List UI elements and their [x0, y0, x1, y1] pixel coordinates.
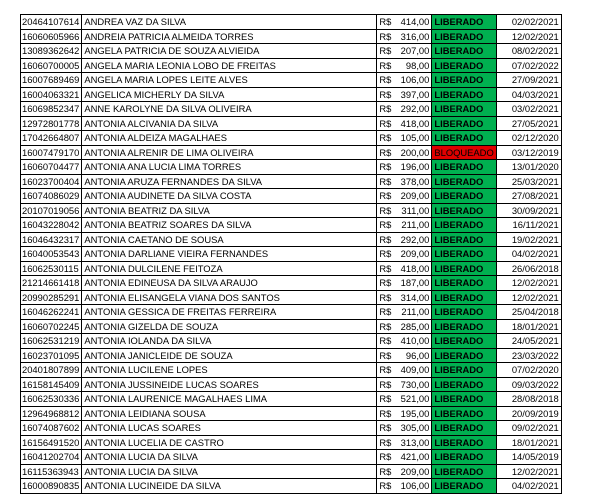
date-cell: 08/02/2021	[496, 44, 561, 59]
status-cell: LIBERADO	[432, 377, 496, 392]
name-cell: ANNE KAROLYNE DA SILVA OLIVEIRA	[82, 102, 377, 117]
value-cell: 207,00	[395, 44, 432, 59]
date-cell: 02/02/2021	[496, 15, 561, 30]
id-cell: 16115363943	[21, 464, 82, 479]
value-cell: 378,00	[395, 174, 432, 189]
name-cell: ANTONIA LUCILENE LOPES	[82, 363, 377, 378]
status-cell: LIBERADO	[432, 290, 496, 305]
table-row	[21, 174, 562, 189]
date-cell: 12/02/2021	[496, 276, 561, 291]
name-cell: ANTONIA GIZELDA DE SOUZA	[82, 319, 377, 334]
name-cell: ANTONIA LUCIA DA SILVA	[82, 464, 377, 479]
name-cell: ANTONIA JUSSINEIDE LUCAS SOARES	[82, 377, 377, 392]
name-cell: ANTONIA IOLANDA DA SILVA	[82, 334, 377, 349]
status-cell: LIBERADO	[432, 174, 496, 189]
value-cell: 211,00	[395, 305, 432, 320]
date-cell: 13/01/2020	[496, 160, 561, 175]
value-cell: 421,00	[395, 450, 432, 465]
date-cell: 19/02/2021	[496, 232, 561, 247]
id-cell: 21214661418	[21, 276, 82, 291]
currency-cell: R$	[377, 131, 396, 146]
name-cell: ANTONIA LUCELIA DE CASTRO	[82, 435, 377, 450]
date-cell: 27/08/2021	[496, 189, 561, 204]
id-cell: 16041202704	[21, 450, 82, 465]
id-cell: 16060700005	[21, 58, 82, 73]
table-row	[21, 102, 562, 117]
name-cell: ANTONIA LUCAS SOARES	[82, 421, 377, 436]
date-cell: 03/02/2021	[496, 102, 561, 117]
status-cell: LIBERADO	[432, 218, 496, 233]
currency-cell: R$	[377, 319, 396, 334]
value-cell: 418,00	[395, 261, 432, 276]
currency-cell: R$	[377, 218, 396, 233]
status-cell: LIBERADO	[432, 435, 496, 450]
table-row	[21, 29, 562, 44]
currency-cell: R$	[377, 247, 396, 262]
id-cell: 16069852347	[21, 102, 82, 117]
date-cell: 12/02/2021	[496, 290, 561, 305]
value-cell: 313,00	[395, 435, 432, 450]
table-row	[21, 189, 562, 204]
currency-cell: R$	[377, 44, 396, 59]
value-cell: 314,00	[395, 290, 432, 305]
id-cell: 16043228042	[21, 218, 82, 233]
status-cell: LIBERADO	[432, 247, 496, 262]
name-cell: ANTONIA ALCIVANIA DA SILVA	[82, 116, 377, 131]
date-cell: 27/09/2021	[496, 73, 561, 88]
table-row	[21, 363, 562, 378]
value-cell: 106,00	[395, 479, 432, 494]
table-row	[21, 305, 562, 320]
id-cell: 16023700404	[21, 174, 82, 189]
name-cell: ANTONIA DULCILENE FEITOZA	[82, 261, 377, 276]
table-row	[21, 377, 562, 392]
currency-cell: R$	[377, 305, 396, 320]
id-cell: 16156491520	[21, 435, 82, 450]
spreadsheet-table	[20, 14, 562, 494]
currency-cell: R$	[377, 145, 396, 160]
table-row	[21, 73, 562, 88]
id-cell: 12972801778	[21, 116, 82, 131]
status-cell: LIBERADO	[432, 363, 496, 378]
name-cell: ANTONIA ALRENIR DE LIMA OLIVEIRA	[82, 145, 377, 160]
date-cell: 09/03/2022	[496, 377, 561, 392]
name-cell: ANTONIA ELISANGELA VIANA DOS SANTOS	[82, 290, 377, 305]
table-row	[21, 15, 562, 30]
id-cell: 16007479170	[21, 145, 82, 160]
currency-cell: R$	[377, 450, 396, 465]
date-cell: 14/05/2019	[496, 450, 561, 465]
table-row	[21, 348, 562, 363]
value-cell: 106,00	[395, 73, 432, 88]
id-cell: 16060702245	[21, 319, 82, 334]
currency-cell: R$	[377, 160, 396, 175]
status-cell: LIBERADO	[432, 406, 496, 421]
name-cell: ANTONIA BEATRIZ DA SILVA	[82, 203, 377, 218]
status-cell: LIBERADO	[432, 305, 496, 320]
table-row	[21, 203, 562, 218]
name-cell: ANTONIA LEIDIANA SOUSA	[82, 406, 377, 421]
currency-cell: R$	[377, 174, 396, 189]
table-row	[21, 392, 562, 407]
status-cell: LIBERADO	[432, 29, 496, 44]
id-cell: 16062530336	[21, 392, 82, 407]
value-cell: 209,00	[395, 247, 432, 262]
currency-cell: R$	[377, 15, 396, 30]
table-row	[21, 406, 562, 421]
value-cell: 410,00	[395, 334, 432, 349]
value-cell: 521,00	[395, 392, 432, 407]
name-cell: ANTONIA AUDINETE DA SILVA COSTA	[82, 189, 377, 204]
table-row	[21, 232, 562, 247]
name-cell: ANTONIA LAURENICE MAGALHAES LIMA	[82, 392, 377, 407]
status-cell: LIBERADO	[432, 464, 496, 479]
id-cell: 20401807899	[21, 363, 82, 378]
date-cell: 07/02/2022	[496, 58, 561, 73]
date-cell: 20/09/2019	[496, 406, 561, 421]
currency-cell: R$	[377, 377, 396, 392]
currency-cell: R$	[377, 464, 396, 479]
name-cell: ANTONIA GESSICA DE FREITAS FERREIRA	[82, 305, 377, 320]
status-cell: LIBERADO	[432, 44, 496, 59]
date-cell: 18/01/2021	[496, 319, 561, 334]
currency-cell: R$	[377, 102, 396, 117]
value-cell: 311,00	[395, 203, 432, 218]
status-cell: LIBERADO	[432, 15, 496, 30]
status-cell: LIBERADO	[432, 232, 496, 247]
status-cell: LIBERADO	[432, 58, 496, 73]
date-cell: 30/09/2021	[496, 203, 561, 218]
currency-cell: R$	[377, 290, 396, 305]
spreadsheet-body	[21, 15, 562, 494]
id-cell: 16060704477	[21, 160, 82, 175]
name-cell: ANTONIA BEATRIZ SOARES DA SILVA	[82, 218, 377, 233]
id-cell: 16046262241	[21, 305, 82, 320]
name-cell: ANDREA VAZ DA SILVA	[82, 15, 377, 30]
status-cell: LIBERADO	[432, 319, 496, 334]
id-cell: 20990285291	[21, 290, 82, 305]
currency-cell: R$	[377, 479, 396, 494]
name-cell: ANTONIA JANICLEIDE DE SOUZA	[82, 348, 377, 363]
status-cell: LIBERADO	[432, 116, 496, 131]
value-cell: 195,00	[395, 406, 432, 421]
name-cell: ANTONIA ANA LUCIA LIMA TORRES	[82, 160, 377, 175]
value-cell: 209,00	[395, 464, 432, 479]
table-row	[21, 44, 562, 59]
name-cell: ANDREIA PATRICIA ALMEIDA TORRES	[82, 29, 377, 44]
date-cell: 18/01/2021	[496, 435, 561, 450]
value-cell: 418,00	[395, 116, 432, 131]
date-cell: 25/03/2021	[496, 174, 561, 189]
name-cell: ANGELICA MICHERLY DA SILVA	[82, 87, 377, 102]
value-cell: 414,00	[395, 15, 432, 30]
table-row	[21, 261, 562, 276]
name-cell: ANTONIA DARLIANE VIEIRA FERNANDES	[82, 247, 377, 262]
name-cell: ANTONIA CAETANO DE SOUSA	[82, 232, 377, 247]
table-row	[21, 421, 562, 436]
currency-cell: R$	[377, 87, 396, 102]
table-row	[21, 479, 562, 494]
id-cell: 16046432317	[21, 232, 82, 247]
id-cell: 16158145409	[21, 377, 82, 392]
id-cell: 16062530115	[21, 261, 82, 276]
name-cell: ANTONIA EDINEUSA DA SILVA ARAUJO	[82, 276, 377, 291]
id-cell: 16040053543	[21, 247, 82, 262]
name-cell: ANTONIA ALDEIZA MAGALHAES	[82, 131, 377, 146]
id-cell: 13089362642	[21, 44, 82, 59]
date-cell: 04/02/2021	[496, 247, 561, 262]
currency-cell: R$	[377, 406, 396, 421]
name-cell: ANTONIA LUCIA DA SILVA	[82, 450, 377, 465]
value-cell: 209,00	[395, 189, 432, 204]
name-cell: ANTONIA LUCINEIDE DA SILVA	[82, 479, 377, 494]
date-cell: 28/08/2018	[496, 392, 561, 407]
value-cell: 187,00	[395, 276, 432, 291]
value-cell: 196,00	[395, 160, 432, 175]
name-cell: ANGELA MARIA LOPES LEITE ALVES	[82, 73, 377, 88]
date-cell: 02/12/2020	[496, 131, 561, 146]
table-row	[21, 145, 562, 160]
table-row	[21, 435, 562, 450]
date-cell: 26/06/2018	[496, 261, 561, 276]
status-cell: LIBERADO	[432, 203, 496, 218]
status-cell: LIBERADO	[432, 392, 496, 407]
date-cell: 12/02/2021	[496, 29, 561, 44]
currency-cell: R$	[377, 29, 396, 44]
id-cell: 16004063321	[21, 87, 82, 102]
date-cell: 23/03/2022	[496, 348, 561, 363]
table-row	[21, 131, 562, 146]
table-row	[21, 58, 562, 73]
currency-cell: R$	[377, 421, 396, 436]
id-cell: 16007689469	[21, 73, 82, 88]
currency-cell: R$	[377, 203, 396, 218]
name-cell: ANGELA MARIA LEONIA LOBO DE FREITAS	[82, 58, 377, 73]
date-cell: 27/05/2021	[496, 116, 561, 131]
value-cell: 285,00	[395, 319, 432, 334]
date-cell: 07/02/2020	[496, 363, 561, 378]
value-cell: 211,00	[395, 218, 432, 233]
date-cell: 16/11/2021	[496, 218, 561, 233]
value-cell: 397,00	[395, 87, 432, 102]
currency-cell: R$	[377, 116, 396, 131]
currency-cell: R$	[377, 232, 396, 247]
value-cell: 409,00	[395, 363, 432, 378]
currency-cell: R$	[377, 73, 396, 88]
table-row	[21, 218, 562, 233]
currency-cell: R$	[377, 363, 396, 378]
id-cell: 16060605966	[21, 29, 82, 44]
value-cell: 292,00	[395, 232, 432, 247]
status-cell: LIBERADO	[432, 276, 496, 291]
value-cell: 292,00	[395, 102, 432, 117]
id-cell: 20107019056	[21, 203, 82, 218]
value-cell: 105,00	[395, 131, 432, 146]
id-cell: 12964968812	[21, 406, 82, 421]
name-cell: ANTONIA ARUZA FERNANDES DA SILVA	[82, 174, 377, 189]
id-cell: 16000890835	[21, 479, 82, 494]
status-cell: LIBERADO	[432, 348, 496, 363]
currency-cell: R$	[377, 348, 396, 363]
table-row	[21, 450, 562, 465]
currency-cell: R$	[377, 276, 396, 291]
date-cell: 25/04/2018	[496, 305, 561, 320]
status-cell: LIBERADO	[432, 334, 496, 349]
value-cell: 305,00	[395, 421, 432, 436]
id-cell: 16074086029	[21, 189, 82, 204]
status-cell: LIBERADO	[432, 189, 496, 204]
currency-cell: R$	[377, 435, 396, 450]
date-cell: 04/03/2021	[496, 87, 561, 102]
table-row	[21, 87, 562, 102]
currency-cell: R$	[377, 392, 396, 407]
value-cell: 200,00	[395, 145, 432, 160]
status-cell: LIBERADO	[432, 131, 496, 146]
table-row	[21, 160, 562, 175]
table-row	[21, 116, 562, 131]
id-cell: 16023701095	[21, 348, 82, 363]
table-row	[21, 334, 562, 349]
table-row	[21, 290, 562, 305]
table-row	[21, 247, 562, 262]
value-cell: 98,00	[395, 58, 432, 73]
status-cell: LIBERADO	[432, 73, 496, 88]
name-cell: ANGELA PATRICIA DE SOUZA ALVIEIDA	[82, 44, 377, 59]
id-cell: 20464107614	[21, 15, 82, 30]
status-cell: LIBERADO	[432, 450, 496, 465]
value-cell: 316,00	[395, 29, 432, 44]
currency-cell: R$	[377, 58, 396, 73]
status-cell: LIBERADO	[432, 87, 496, 102]
date-cell: 24/05/2021	[496, 334, 561, 349]
currency-cell: R$	[377, 334, 396, 349]
status-cell: LIBERADO	[432, 160, 496, 175]
date-cell: 04/02/2021	[496, 479, 561, 494]
status-cell: BLOQUEADO	[432, 145, 496, 160]
currency-cell: R$	[377, 189, 396, 204]
id-cell: 16062531219	[21, 334, 82, 349]
value-cell: 730,00	[395, 377, 432, 392]
currency-cell: R$	[377, 261, 396, 276]
id-cell: 16074087602	[21, 421, 82, 436]
status-cell: LIBERADO	[432, 261, 496, 276]
id-cell: 17042664807	[21, 131, 82, 146]
date-cell: 09/02/2021	[496, 421, 561, 436]
value-cell: 96,00	[395, 348, 432, 363]
status-cell: LIBERADO	[432, 102, 496, 117]
status-cell: LIBERADO	[432, 421, 496, 436]
date-cell: 03/12/2019	[496, 145, 561, 160]
table-row	[21, 276, 562, 291]
table-row	[21, 464, 562, 479]
table-row	[21, 319, 562, 334]
date-cell: 12/02/2021	[496, 464, 561, 479]
status-cell: LIBERADO	[432, 479, 496, 494]
